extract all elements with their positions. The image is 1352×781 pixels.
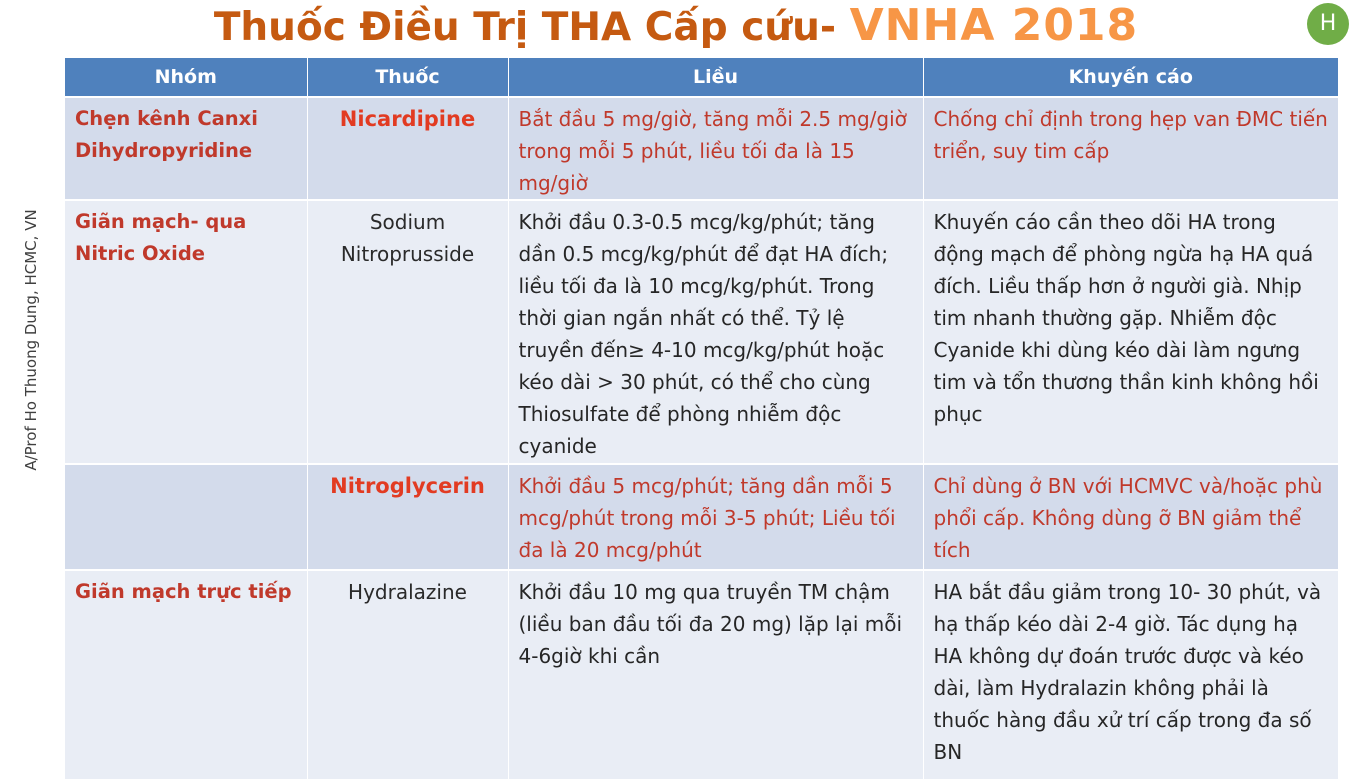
cell-dose: Khởi đầu 10 mg qua truyền TM chậm (liều ban đầu tối đa 20 mg) lặp lại mỗi 4-6giờ khi cần xyxy=(508,570,923,780)
cell-recommendation: Chống chỉ định trong hẹp van ĐMC tiến triển, suy tim cấp xyxy=(923,97,1338,200)
cell-dose: Bắt đầu 5 mg/giờ, tăng mỗi 2.5 mg/giờ trong mỗi 5 phút, liều tối đa là 15 mg/giờ xyxy=(508,97,923,200)
table-row xyxy=(65,570,1338,780)
table-row xyxy=(65,200,1338,464)
badge-letter: H xyxy=(1319,11,1337,36)
drug-table xyxy=(65,58,1338,781)
cell-drug: Nicardipine xyxy=(307,97,508,200)
slide-title xyxy=(0,0,1352,58)
side-credit-text: A/Prof Ho Thuong Dung, HCMC, VN xyxy=(22,209,40,471)
cell-group: Chẹn kênh Canxi Dihydropyridine xyxy=(65,97,307,200)
cell-dose: Khởi đầu 5 mcg/phút; tăng dần mỗi 5 mcg/phút trong mỗi 3-5 phút; Liều tối đa là 20 mcg/phút xyxy=(508,464,923,570)
table-row xyxy=(65,464,1338,570)
header-recommendation: Khuyến cáo xyxy=(923,58,1338,97)
cell-dose: Khởi đầu 0.3-0.5 mcg/kg/phút; tăng dần 0.5 mcg/kg/phút để đạt HA đích; liều tối đa là 10 mcg/kg/phút. Trong thời gian ngắn nhất có thể. Tỷ lệ truyền đến≥ 4-10 mcg/kg/phút hoặc kéo dài > 30 phút, có thể cho cùng Thiosulfate để phòng nhiễm độc cyanide xyxy=(508,200,923,464)
slide-title-main: Thuốc Điều Trị THA Cấp cứu- xyxy=(213,5,850,50)
cell-drug: Hydralazine xyxy=(307,570,508,780)
cell-drug: Sodium Nitroprusside xyxy=(307,200,508,464)
cell-group: Giãn mạch- qua Nitric Oxide xyxy=(65,200,307,464)
header-drug: Thuốc xyxy=(307,58,508,97)
header-dose: Liều xyxy=(508,58,923,97)
logo-badge-icon xyxy=(1307,3,1349,45)
cell-drug: Nitroglycerin xyxy=(307,464,508,570)
table-row xyxy=(65,97,1338,200)
header-group: Nhóm xyxy=(65,58,307,97)
cell-group: Giãn mạch trực tiếp xyxy=(65,570,307,780)
table-header-row xyxy=(65,58,1338,97)
cell-recommendation: Chỉ dùng ở BN với HCMVC và/hoặc phù phổi cấp. Không dùng ỡ BN giảm thể tích xyxy=(923,464,1338,570)
cell-group xyxy=(65,464,307,570)
cell-recommendation: Khuyến cáo cần theo dõi HA trong động mạch để phòng ngừa hạ HA quá đích. Liều thấp hơn ở người già. Nhịp tim nhanh thường gặp. Nhiễm độc Cyanide khi dùng kéo dài làm ngưng tim và tổn thương thần kinh không hồi phục xyxy=(923,200,1338,464)
cell-recommendation: HA bắt đầu giảm trong 10- 30 phút, và hạ thấp kéo dài 2-4 giờ. Tác dụng hạ HA không dự đoán trước được và kéo dài, làm Hydralazin không phải là thuốc hàng đầu xử trí cấp trong đa số BN xyxy=(923,570,1338,780)
slide-title-accent: VNHA 2018 xyxy=(849,0,1139,51)
